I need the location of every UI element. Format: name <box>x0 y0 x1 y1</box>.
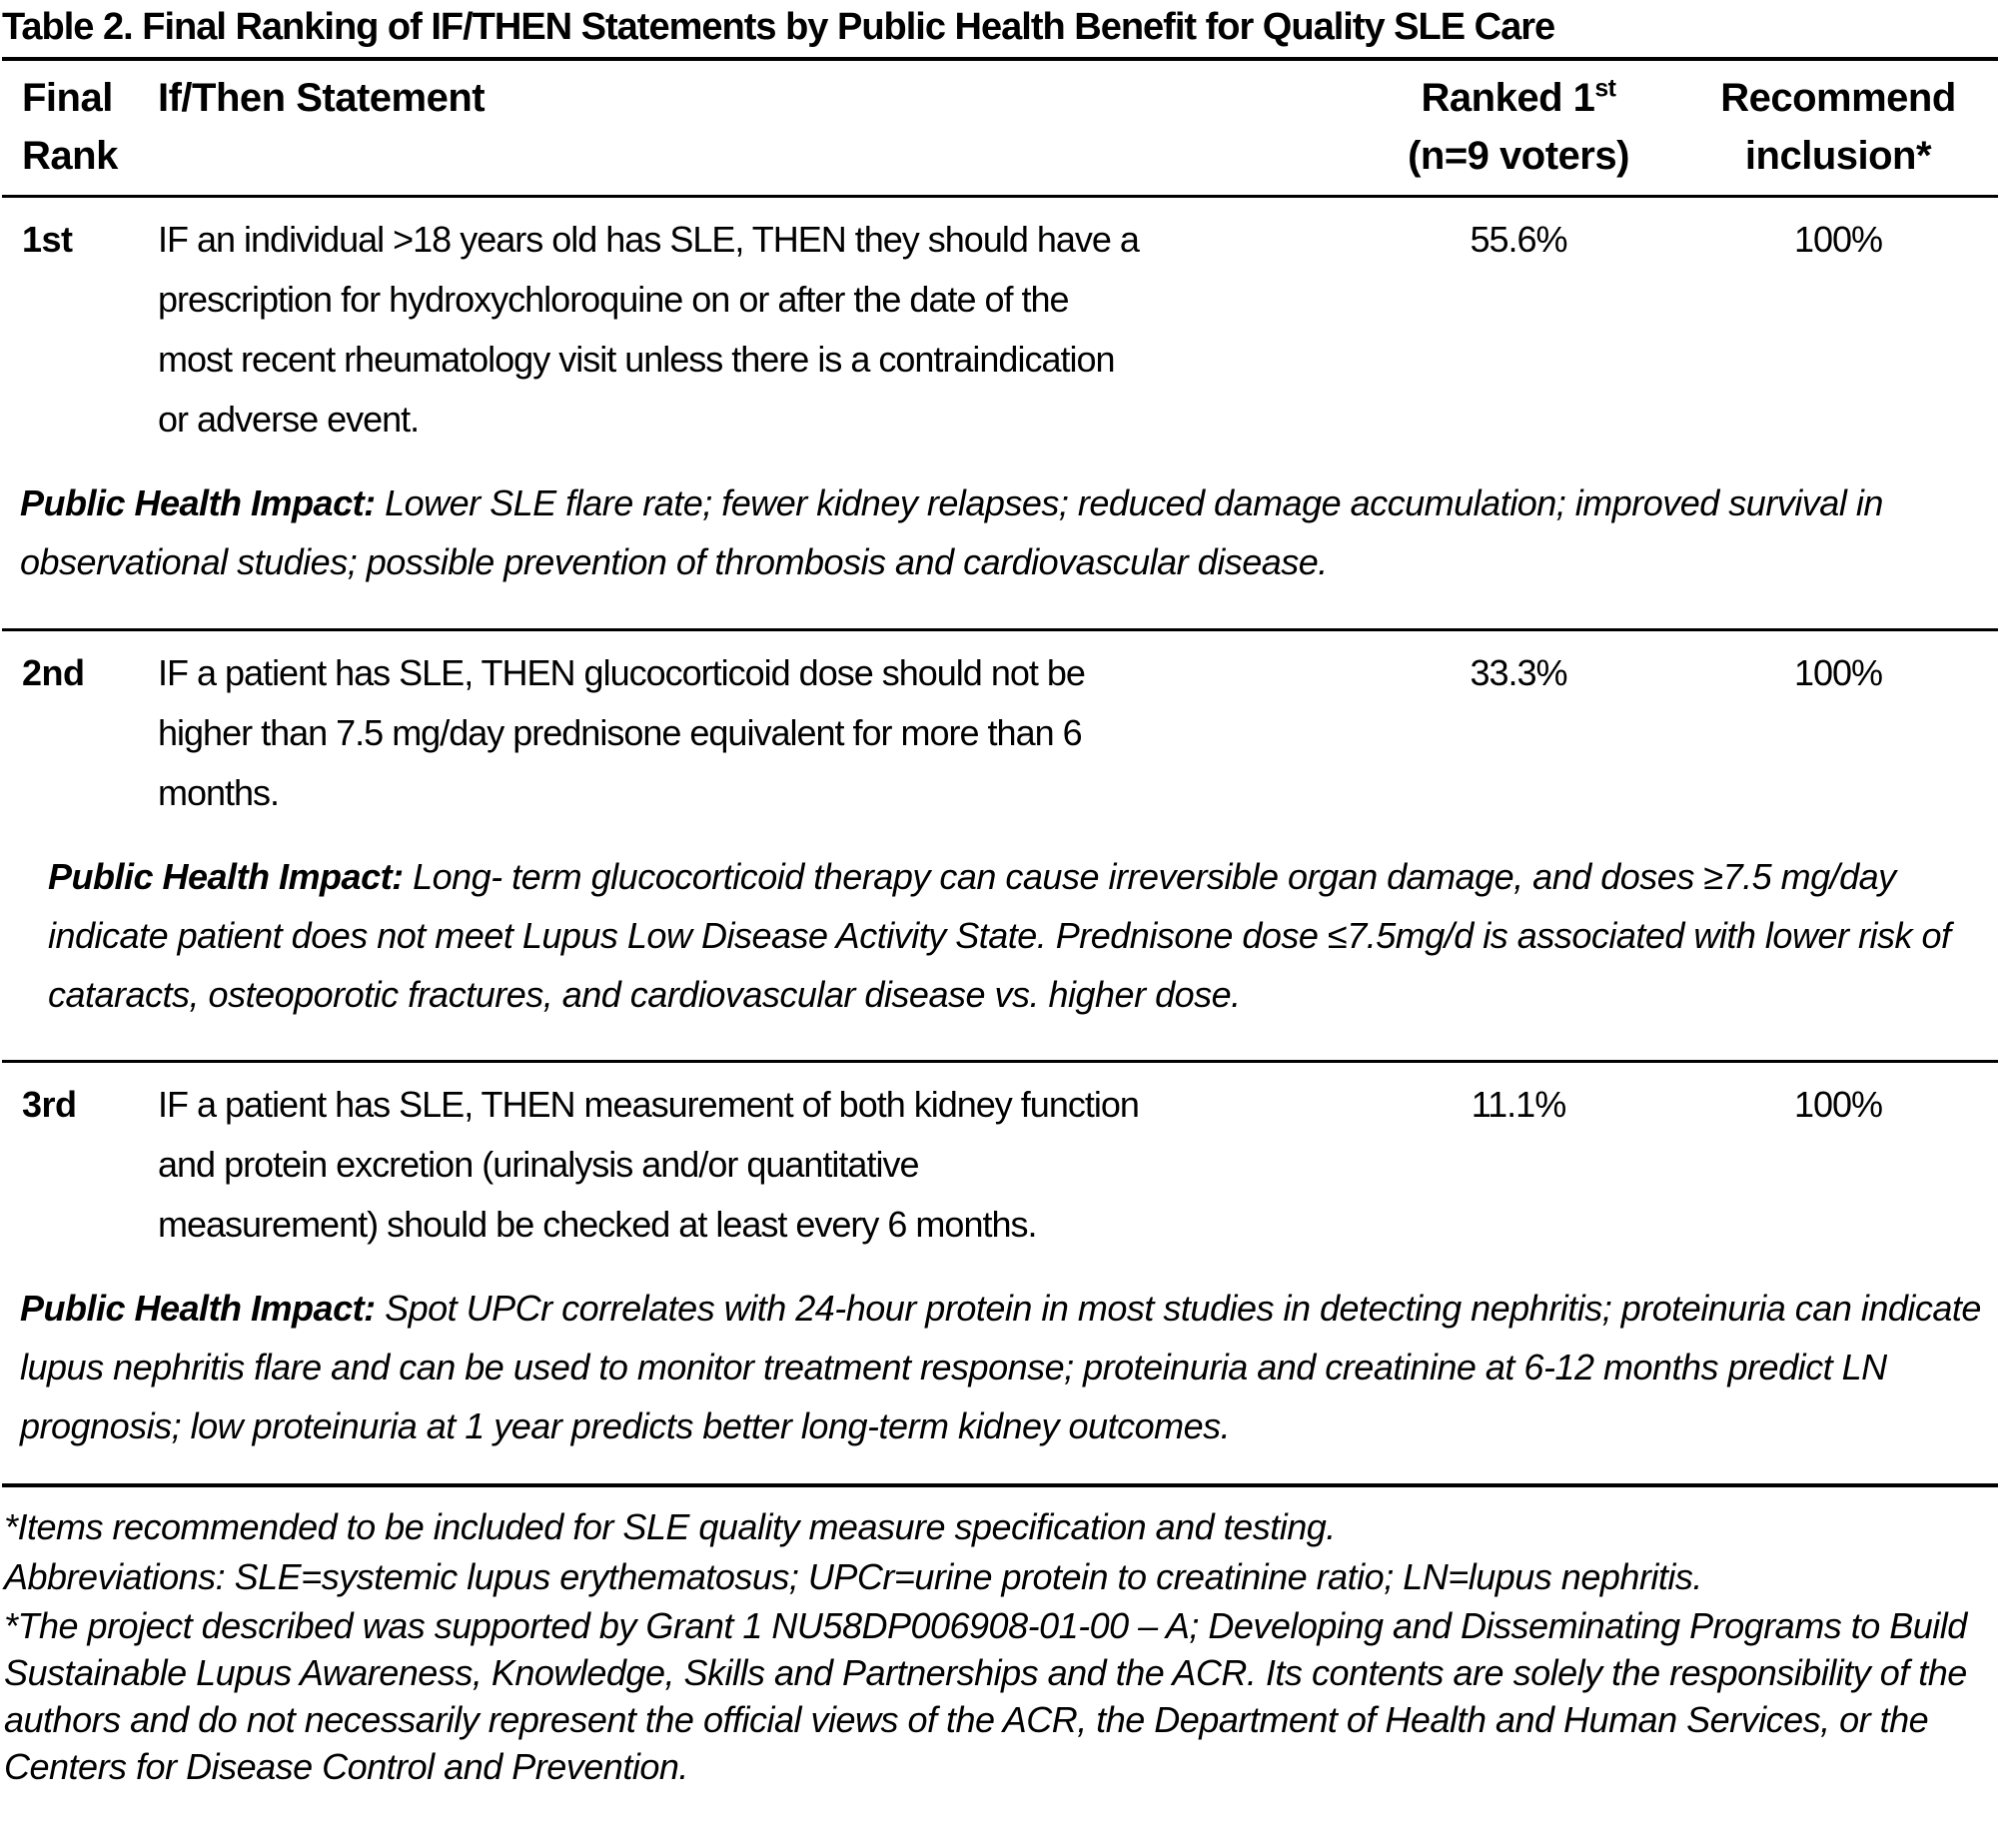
table-row <box>2 1075 1998 1255</box>
footnote-abbreviations: Abbreviations: SLE=systemic lupus erythematosus; UPCr=urine protein to creatinine ratio; LN=lupus nephritis. <box>4 1555 1702 1597</box>
impact-label: Public Health Impact: <box>20 482 376 524</box>
table-row <box>2 643 1998 823</box>
header-recommend-line1: Recommend <box>1720 76 1956 120</box>
table-section-rank-3 <box>2 1063 1998 1487</box>
table-header-row <box>2 61 1998 198</box>
public-health-impact-note <box>2 473 1998 591</box>
table-section-rank-1 <box>2 198 1998 631</box>
header-statement: If/Then Statement <box>158 76 486 120</box>
statement-text: IF a patient has SLE, THEN glucocorticoid dose should not be higher than 7.5 mg/day prednisone equivalent for more than 6 months. <box>158 651 1085 813</box>
impact-text: Spot UPCr correlates with 24-hour protein in most studies in detecting nephritis; proteinuria can indicate lupus nephritis flare and can be used to monitor treatment response; proteinuria and creatinine at 6-12 months predict LN prognosis; low proteinuria at 1 year predicts better long-term kidney outcomes. <box>20 1288 1981 1447</box>
statement-cell <box>150 210 1359 450</box>
header-final-rank <box>2 69 150 185</box>
header-ranked-first <box>1359 69 1678 185</box>
ranking-table <box>2 57 1998 1487</box>
public-health-impact-note <box>2 1279 1998 1455</box>
recommend-inclusion-cell: 100% <box>1793 651 1883 693</box>
impact-label: Public Health Impact: <box>20 1288 376 1330</box>
header-recommend-line2: inclusion* <box>1744 134 1932 178</box>
ranked-first-cell: 33.3% <box>1470 651 1567 693</box>
ranked-first-cell: 55.6% <box>1470 219 1567 260</box>
impact-label: Public Health Impact: <box>48 855 404 897</box>
statement-text: IF a patient has SLE, THEN measurement of both kidney function and protein excretion (urinalysis and/or quantitative measurement) should be checked at least every 6 months. <box>158 1083 1139 1246</box>
recommend-inclusion-cell: 100% <box>1793 219 1883 260</box>
rank-cell: 3rd <box>22 1083 77 1125</box>
header-ranked-first-line2: (n=9 voters) <box>1408 134 1629 178</box>
footnote-items-recommended: *Items recommended to be included for SLE quality measure specification and testing. <box>4 1506 1336 1548</box>
header-ranked-first-text: Ranked 1 <box>1421 76 1595 120</box>
rank-cell: 1st <box>22 219 73 260</box>
table-title: Table 2. Final Ranking of IF/THEN Statements by Public Health Benefit for Quality SLE Care <box>2 6 1555 48</box>
recommend-inclusion-cell: 100% <box>1793 1083 1883 1125</box>
table-section-rank-2 <box>2 631 1998 1063</box>
rank-cell: 2nd <box>22 651 85 693</box>
footnote-grant-disclaimer: *The project described was supported by Grant 1 NU58DP006908-01-00 – A; Developing and Disseminating Programs to Build Sustainable Lupus Awareness, Knowledge, Skills and Partnerships and the ACR. Its contents are solely the responsibility of the authors and do not necessarily represent the official views of the ACR, the Department of Health and Human Services, or the Centers for Disease Control and Prevention. <box>4 1604 1967 1788</box>
header-recommend-inclusion <box>1678 69 1998 185</box>
table-row <box>2 210 1998 450</box>
footnotes <box>2 1487 1998 1790</box>
statement-cell <box>150 643 1359 823</box>
header-final-rank-line2: Rank <box>22 134 118 178</box>
header-ranked-first-ordinal: st <box>1594 75 1616 103</box>
impact-text: Lower SLE flare rate; fewer kidney relapses; reduced damage accumulation; improved survival in observational studies; possible prevention of thrombosis and cardiovascular disease. <box>20 482 1883 583</box>
header-final-rank-line1: Final <box>22 76 113 120</box>
statement-text: IF an individual >18 years old has SLE, THEN they should have a prescription for hydroxychloroquine on or after the date of the most recent rheumatology visit unless there is a contraindication or adverse event. <box>158 219 1139 441</box>
impact-text: Long- term glucocorticoid therapy can cause irreversible organ damage, and doses ≥7.5 mg/day indicate patient does not meet Lupus Low Disease Activity State. Prednisone dose ≤7.5mg/d is associated with lower risk of cataracts, osteoporotic fractures, and cardiovascular disease vs. higher dose. <box>48 855 1951 1015</box>
public-health-impact-note <box>2 847 1998 1024</box>
statement-cell <box>150 1075 1359 1255</box>
ranked-first-cell: 11.1% <box>1471 1083 1566 1125</box>
header-ranked-first-line1 <box>1359 69 1678 127</box>
